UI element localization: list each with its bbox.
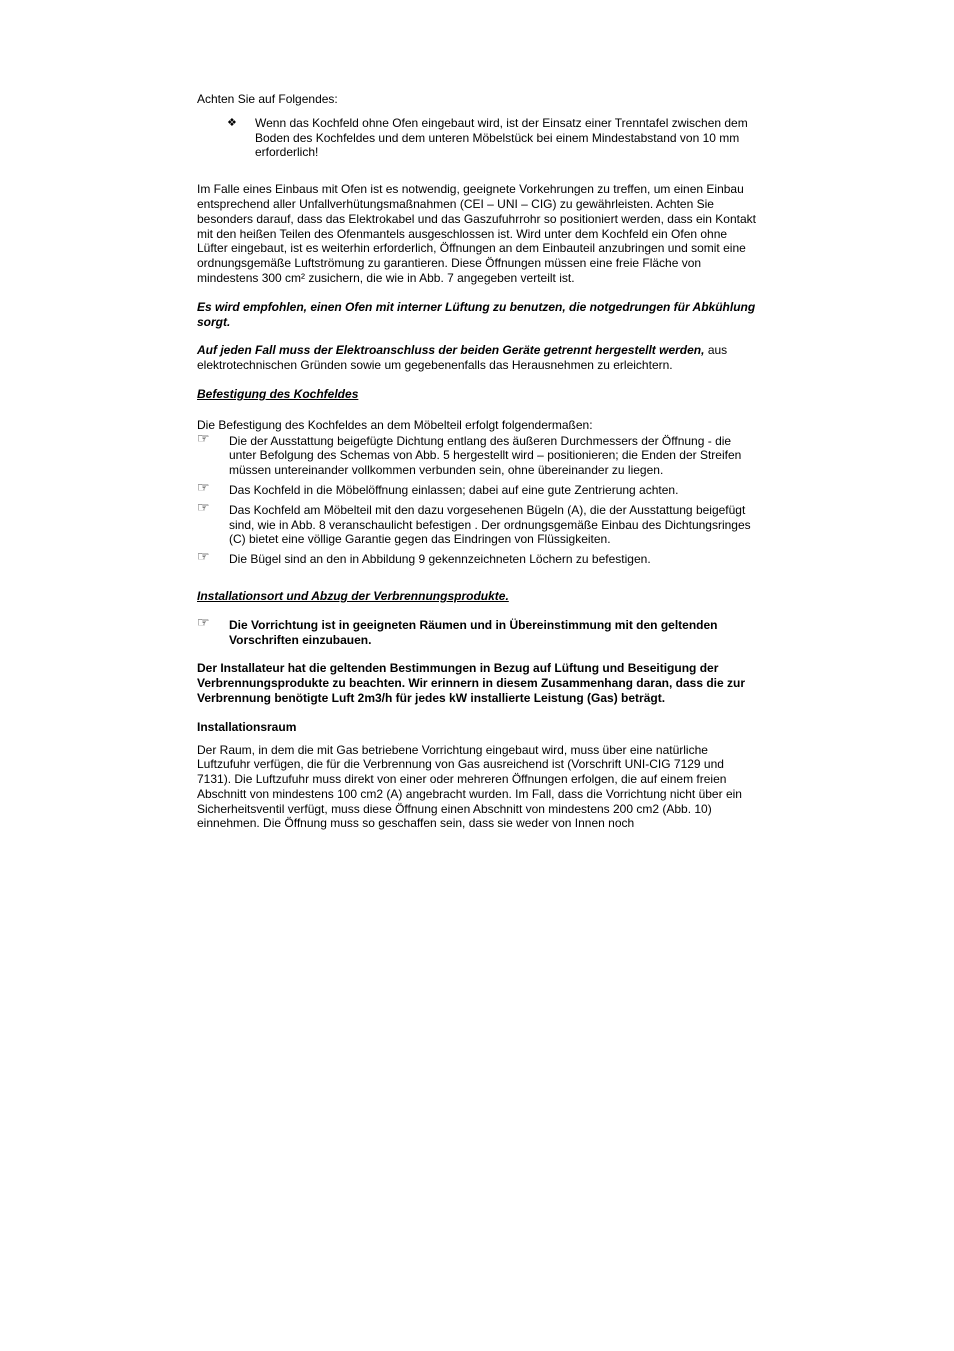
paragraph-room: Der Raum, in dem die mit Gas betriebene Vorrichtung eingebaut wird, muss über eine natürliche Luftzufuhr verfügen, die für die Verbrennung von Gas ausreichend ist (Vorschrift UNI-CIG 7129 und 7131). Die Luftzufuhr muss direkt von einer oder mehreren Öffnungen erfolgen, die auf einem freien Abschnitt von mindestens 100 cm2 (A) angebracht wurden. Im Fall, dass die Vorrichtung nicht über ein Sicherheitsventil verfügt, muss diese Öffnung einen Abschnitt von mindestens 200 cm2 (Abb. 10) einnehmen. Die Öffnung muss so geschaffen sein, dass sie weder von Innen noch [197,742,742,831]
list-item [197,116,757,160]
list-item-text: Wenn das Kochfeld ohne Ofen eingebaut wird, ist der Einsatz einer Trenntafel zwischen dem Boden des Kochfeldes und dem unteren Möbelstück bei einem Mindestabstand von 10 mm erforderlich! [255,115,748,160]
list-item-text: Das Kochfeld am Möbelteil mit den dazu vorgesehenen Bügeln (A), die der Ausstattung beigefügt sind, wie in Abb. 8 veranschaulicht befestigen . Der ordnungsgemäße Einbau des Dichtungsringes (C) bietet eine völlige Garantie gegen das Eindringen von Flüssigkeiten. [229,502,751,547]
pointing-hand-icon: ☞ [197,498,210,515]
list-item-text: Die Bügel sind an den in Abbildung 9 gekennzeichneten Löchern zu befestigen. [229,552,651,567]
list-item [197,613,757,648]
paragraph-oven: Im Falle eines Einbaus mit Ofen ist es notwendig, geeignete Vorkehrungen zu treffen, um einen Einbau entsprechend aller Unfallverhütungsmaßnahmen (CEI – UNI – CIG) zu gewährleisten. Achten Sie besonders darauf, dass das Elektrokabel und das Gaszufuhrrohr so positioniert werden, dass ein Kontakt mit den heißen Teilen des Ofenmantels ausgeschlossen ist. Wird unter dem Kochfeld ein Ofen ohne Lüfter eingebaut, ist es weiterhin erforderlich, Öffnungen an dem Einbauteil anzubringen und somit eine ordnungsgemäße Luftströmung zu garantieren. Diese Öffnungen müssen eine freie Fläche von mindestens 300 cm² zusichern, die wie in Abb. 7 angegeben verteilt ist. [197,182,756,285]
heading-fastening: Befestigung des Kochfeldes [197,386,359,401]
list-item-text: Die Vorrichtung ist in geeigneten Räumen und in Übereinstimmung mit den geltenden Vorschriften einzubauen. [229,617,718,647]
pointing-hand-icon: ☞ [197,478,210,495]
pointing-hand-icon: ☞ [197,429,210,446]
intro-text: Achten Sie auf Folgendes: [197,92,338,106]
list-item-text: Das Kochfeld in die Möbelöffnung einlassen; dabei auf eine gute Zentrierung achten. [229,482,679,497]
list-item [197,548,757,567]
fastening-intro: Die Befestigung des Kochfeldes an dem Möbelteil erfolgt folgendermaßen: [197,417,593,432]
diamond-bullet-icon: ❖ [227,116,237,129]
paragraph-electric [197,343,757,373]
heading-installation-room: Installationsraum [197,719,297,734]
list-item [197,498,757,547]
list-item [197,478,757,498]
document-page [197,92,757,831]
electric-rest-text: aus elektrotechnischen Gründen sowie um gegebenenfalls das Herausnehmen zu erleichtern. [197,343,728,373]
electric-bold-text: Auf jeden Fall muss der Elektroanschluss der beiden Geräte getrennt hergestellt werden, [197,343,705,358]
paragraph-recommendation: Es wird empfohlen, einen Ofen mit interner Lüftung zu benutzen, die notgedrungen für Abkühlung sorgt. [197,299,756,329]
list-item [197,429,757,478]
paragraph-installer: Der Installateur hat die geltenden Bestimmungen in Bezug auf Lüftung und Beseitigung der Verbrennungsprodukte zu beachten. Wir erinnern in diesem Zusammenhang daran, dass die zur Verbrennung benötigte Luft 2m3/h für jedes kW installierte Leistung (Gas) beträgt. [197,661,746,705]
list-item-text: Die der Ausstattung beigefügte Dichtung entlang des äußeren Durchmessers der Öffnung - die unter Befolgung des Schemas von Abb. 5 hergestellt wird – positionieren; die Enden der Streifen müssen untereinander vollkommen verbunden sein, ohne übereinander zu liegen. [229,433,742,478]
pointing-hand-icon: ☞ [197,548,210,565]
heading-installation: Installationsort und Abzug der Verbrennungsprodukte. [197,588,509,603]
pointing-hand-icon: ☞ [197,613,210,630]
